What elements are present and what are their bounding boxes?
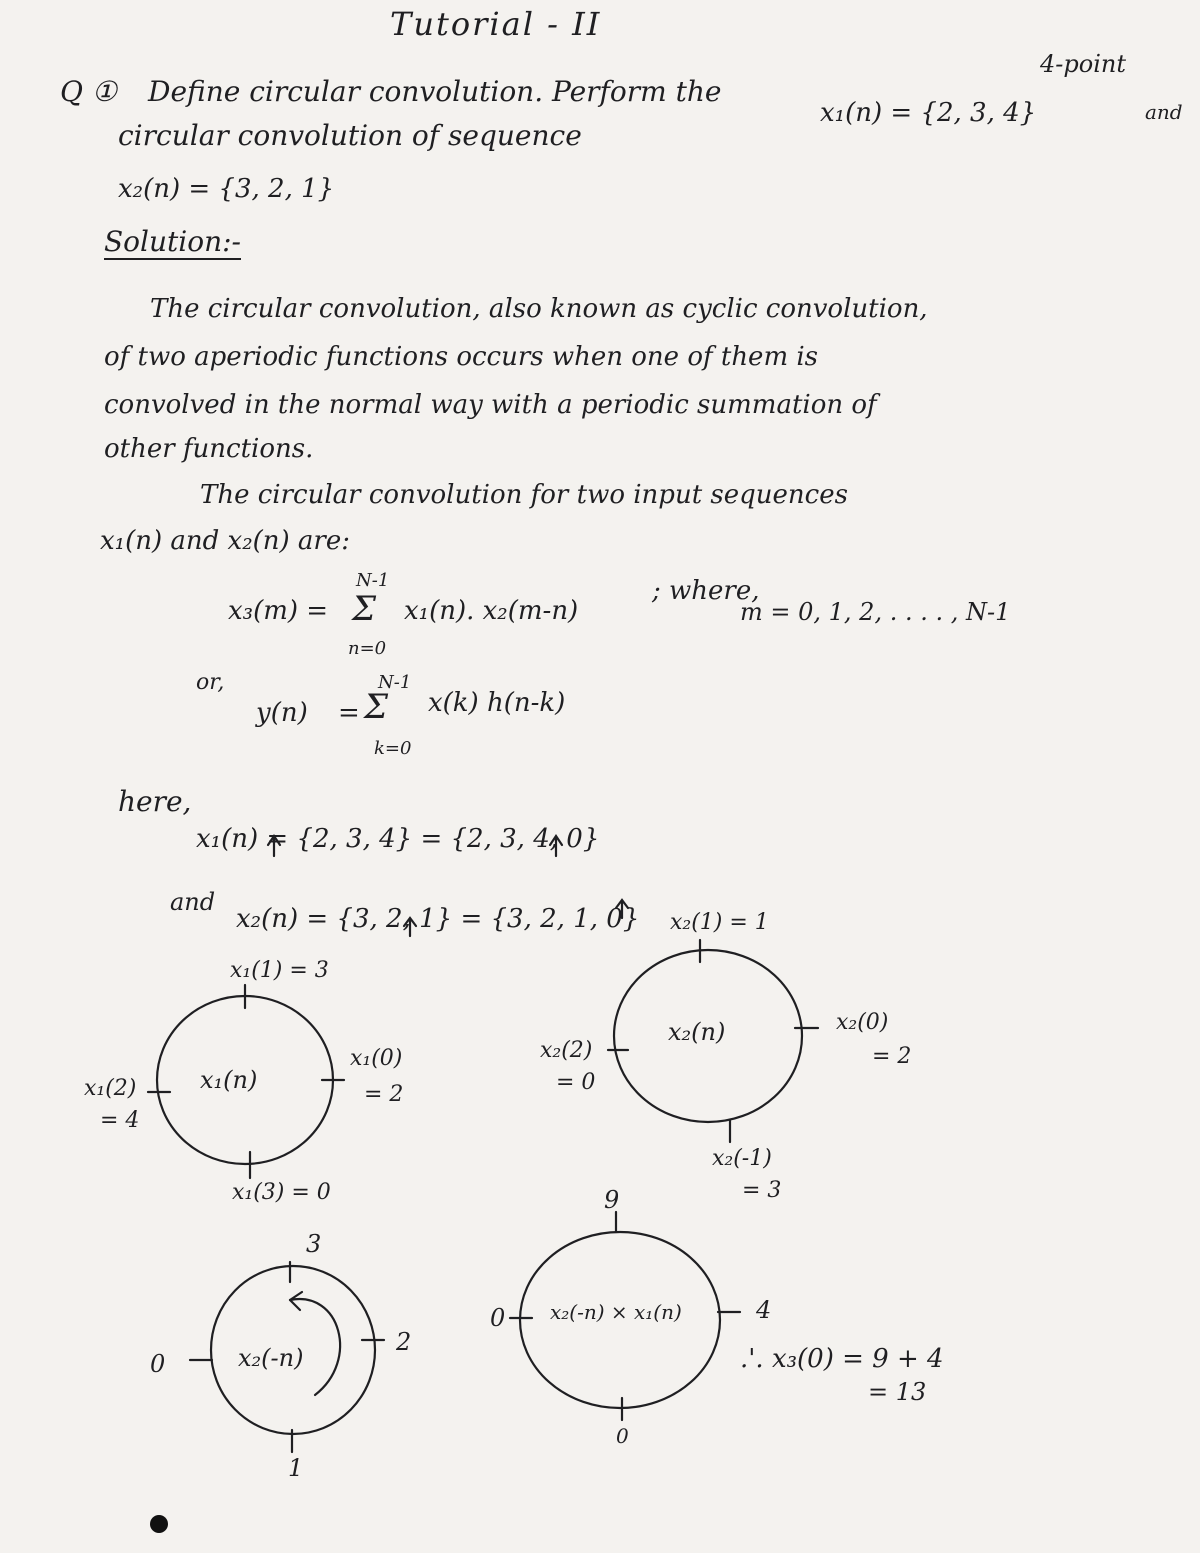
circle-2-left-a: x₂(2)	[540, 1038, 593, 1063]
question-and: and	[1145, 100, 1183, 124]
circle-4-bottom: 0	[616, 1424, 629, 1448]
circle-1-top: x₁(1) = 3	[230, 958, 329, 983]
formula2-sigma: Σ	[364, 687, 389, 727]
circle-2-left-b: = 0	[556, 1070, 596, 1095]
result-line-2: = 13	[868, 1378, 927, 1406]
question-x2: x₂(n) = {3, 2, 1}	[118, 174, 335, 204]
circle-1-right-a: x₁(0)	[350, 1046, 403, 1071]
and-label: and	[170, 888, 216, 916]
circle-4-right: 4	[756, 1296, 772, 1324]
formula2-sum-top: N-1	[378, 672, 412, 693]
formula1-range: m = 0, 1, 2, . . . . , N-1	[740, 598, 1011, 626]
question-x1: x₁(n) = {2, 3, 4}	[820, 98, 1037, 128]
sequence-x2: x₂(n) = {3, 2, 1} = {3, 2, 1, 0}	[236, 904, 640, 934]
circle-2-bottom-a: x₂(-1)	[712, 1146, 772, 1171]
question-number: Q ①	[60, 75, 117, 108]
circle-1-center: x₁(n)	[200, 1066, 258, 1094]
result-line-1: .'. x₃(0) = 9 + 4	[740, 1344, 944, 1374]
formula1-sum-bottom: n=0	[348, 638, 387, 659]
formula1-where: ; where,	[652, 576, 760, 606]
formula2-eq: =	[338, 698, 360, 728]
question-line-1: Define circular convolution. Perform the	[148, 75, 722, 108]
definition-line-1: The circular convolution, also known as cyclic convolution,	[150, 294, 928, 324]
circle-3-bottom: 1	[288, 1454, 304, 1482]
sequence-x1: x₁(n) = {2, 3, 4} = {2, 3, 4, 0}	[196, 824, 600, 854]
intro-line-2: x₁(n) and x₂(n) are:	[100, 526, 350, 556]
circle-1-bottom: x₁(3) = 0	[232, 1180, 331, 1205]
question-line-2: circular convolution of sequence	[118, 119, 582, 152]
circle-2-right-b: = 2	[872, 1044, 912, 1069]
definition-line-2: of two aperiodic functions occurs when one of them is	[104, 342, 819, 372]
formula1-lhs: x₃(m) =	[228, 596, 329, 626]
circle-2-center: x₂(n)	[668, 1018, 726, 1046]
circle-4-left: 0	[490, 1304, 506, 1332]
circle-4-top: 9	[604, 1186, 620, 1214]
circle-2-top: x₂(1) = 1	[670, 910, 769, 935]
question-point: 4-point	[1040, 50, 1126, 78]
intro-line-1: The circular convolution for two input sequences	[200, 480, 848, 510]
circle-3-center: x₂(-n)	[238, 1344, 304, 1372]
circle-1-left-b: = 4	[100, 1108, 140, 1133]
circle-1-right-b: = 2	[364, 1082, 404, 1107]
page-title: Tutorial - II	[390, 5, 602, 43]
or-label: or,	[196, 670, 225, 695]
formula1-sum-top: N-1	[356, 570, 390, 591]
circle-3-top: 3	[306, 1230, 322, 1258]
formula2-sum-bottom: k=0	[374, 738, 412, 759]
formula1-sigma: Σ	[352, 589, 377, 629]
circle-1-left-a: x₁(2)	[84, 1076, 137, 1101]
formula2-lhs: y(n)	[256, 698, 308, 728]
circle-4-center: x₂(-n) × x₁(n)	[550, 1300, 682, 1324]
circle-3-left: 0	[150, 1350, 166, 1378]
circle-2-right-a: x₂(0)	[836, 1010, 889, 1035]
definition-line-4: other functions.	[104, 434, 314, 464]
ink-dot	[150, 1515, 168, 1533]
circle-2-bottom-b: = 3	[742, 1178, 782, 1203]
formula1-body: x₁(n). x₂(m-n)	[404, 596, 579, 626]
solution-label: Solution:-	[104, 225, 242, 258]
here-label: here,	[118, 785, 192, 818]
formula2-body: x(k) h(n-k)	[428, 688, 566, 718]
circle-3-right: 2	[396, 1328, 412, 1356]
definition-line-3: convolved in the normal way with a periodic summation of	[104, 390, 877, 420]
